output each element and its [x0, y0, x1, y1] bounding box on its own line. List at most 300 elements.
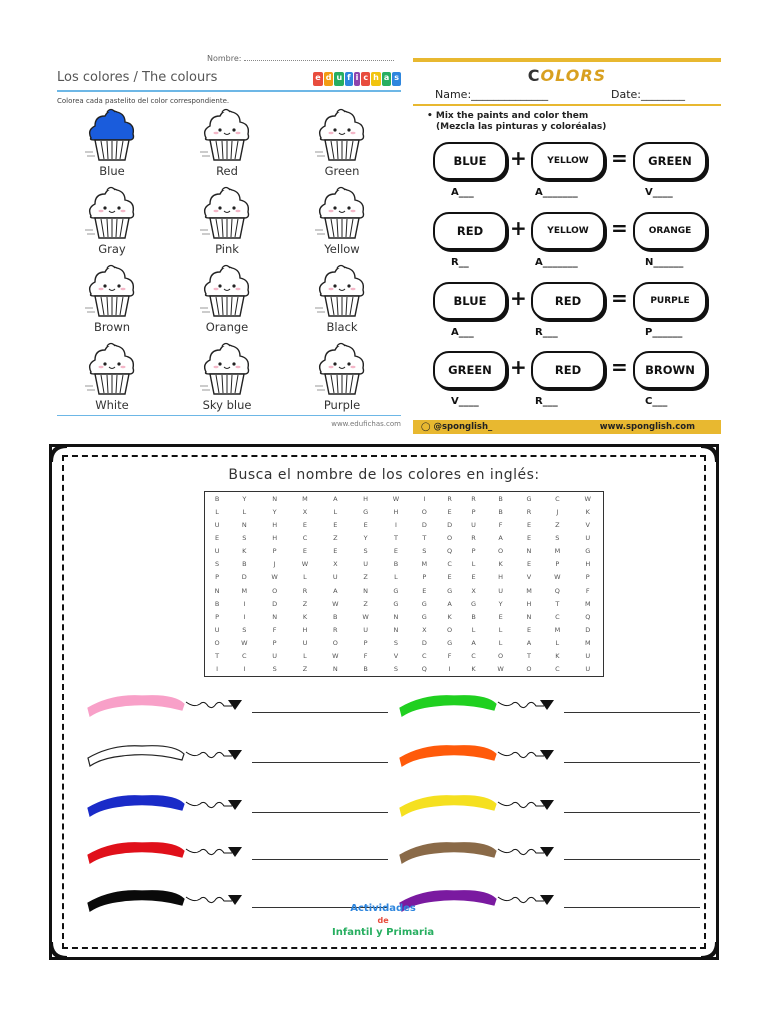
grid-letter[interactable]: B — [498, 507, 503, 516]
grid-letter[interactable]: U — [363, 625, 368, 634]
grid-letter[interactable]: H — [585, 560, 591, 569]
grid-letter[interactable]: L — [498, 639, 503, 648]
grid-letter[interactable]: Y — [242, 494, 247, 503]
grid-letter[interactable]: I — [448, 665, 451, 674]
grid-letter[interactable]: Q — [421, 665, 427, 674]
cupcake-cell — [172, 184, 282, 262]
grid-letter[interactable]: O — [421, 507, 427, 516]
grid-letter[interactable]: C — [471, 652, 476, 661]
paint-stroke-right — [394, 790, 504, 816]
grid-letter[interactable]: A — [526, 639, 532, 648]
grid-letter[interactable]: L — [471, 560, 476, 569]
grid-letter[interactable]: P — [272, 639, 277, 648]
answer-blank-result: P______ — [645, 327, 683, 338]
grid-letter[interactable]: C — [555, 612, 560, 621]
grid-letter[interactable]: X — [302, 507, 308, 516]
grid-letter[interactable]: E — [447, 507, 452, 516]
paint-stroke-right — [394, 690, 504, 716]
grid-letter[interactable]: Z — [363, 573, 368, 582]
grid-letter[interactable]: I — [243, 599, 246, 608]
cupcake-cell — [172, 340, 282, 418]
cupcake-label: Sky blue — [202, 398, 252, 412]
grid-letter[interactable]: H — [302, 625, 308, 634]
grid-letter[interactable]: T — [215, 652, 220, 661]
cupcake-cell — [57, 184, 167, 262]
grid-letter[interactable]: S — [555, 533, 560, 542]
logo-letter: a — [382, 72, 391, 86]
cupcake-icon[interactable] — [315, 108, 369, 164]
grid-letter[interactable]: D — [585, 625, 591, 634]
paint-cloud-result: GREEN — [633, 142, 707, 180]
answer-line-left[interactable] — [252, 859, 388, 860]
grid-letter[interactable]: B — [393, 560, 399, 569]
grid-letter[interactable]: R — [471, 533, 476, 542]
grid-letter[interactable]: S — [393, 665, 399, 674]
grid-letter[interactable]: O — [526, 665, 532, 674]
answer-line-left[interactable] — [252, 712, 388, 713]
cupcake-cell — [287, 262, 397, 340]
cupcake-icon[interactable] — [85, 108, 139, 164]
grid-letter[interactable]: J — [273, 560, 276, 569]
corner-ornament — [701, 942, 719, 960]
cupcake-cell — [57, 106, 167, 184]
grid-letter[interactable]: L — [303, 652, 307, 661]
grid-letter[interactable]: W — [554, 573, 561, 582]
grid-row — [205, 518, 603, 531]
grid-letter[interactable]: N — [393, 625, 399, 634]
color-mix-worksheet — [413, 58, 721, 434]
grid-letter[interactable]: J — [556, 507, 559, 516]
grid-row — [205, 597, 603, 610]
paint-brush-stroke-icon[interactable] — [82, 740, 252, 770]
grid-letter[interactable]: U — [272, 652, 278, 661]
paint-cloud-first: BLUE — [433, 282, 507, 320]
logo-letter: s — [392, 72, 401, 86]
cupcake-label: Orange — [205, 320, 249, 334]
grid-letter[interactable]: B — [498, 494, 503, 503]
answer-line-right[interactable] — [564, 907, 700, 908]
grid-letter[interactable]: Y — [363, 533, 368, 542]
title-rule — [57, 90, 401, 92]
grid-letter[interactable]: P — [215, 573, 220, 582]
cupcake-label: Yellow — [324, 242, 360, 256]
grid-letter[interactable]: H — [526, 599, 532, 608]
instruction-text — [427, 111, 606, 133]
grid-letter[interactable]: L — [303, 573, 307, 582]
paint-cloud-first: GREEN — [433, 351, 507, 389]
grid-letter[interactable]: P — [585, 573, 590, 582]
grid-letter[interactable]: A — [498, 533, 503, 542]
answer-line-left[interactable] — [252, 812, 388, 813]
grid-letter[interactable]: E — [215, 533, 220, 542]
worksheet-title: Los colores / The colours — [57, 70, 218, 85]
cupcake-icon[interactable] — [200, 186, 254, 242]
footer-bar — [413, 420, 721, 434]
header-rule — [413, 104, 721, 106]
grid-letter[interactable]: C — [447, 560, 452, 569]
grid-letter[interactable]: P — [471, 547, 476, 556]
grid-letter[interactable]: I — [394, 520, 397, 529]
cupcake-cell — [172, 262, 282, 340]
grid-letter[interactable]: E — [526, 560, 532, 569]
instruction-english: Mix the paints and color them — [435, 111, 589, 121]
grid-letter[interactable]: W — [241, 639, 248, 648]
grid-letter[interactable]: R — [526, 507, 532, 516]
grid-letter[interactable]: E — [498, 612, 503, 621]
grid-letter[interactable]: K — [498, 560, 503, 569]
paint-stroke-right — [394, 837, 504, 863]
corner-ornament — [701, 444, 719, 462]
grid-letter[interactable]: B — [363, 665, 368, 674]
grid-letter[interactable]: K — [242, 547, 247, 556]
grid-letter[interactable]: Z — [302, 665, 308, 674]
logo-letter: h — [371, 72, 381, 86]
answer-blank-second: R___ — [535, 327, 558, 338]
grid-letter[interactable]: B — [471, 612, 476, 621]
grid-letter[interactable]: U — [214, 625, 220, 634]
grid-letter[interactable]: F — [498, 520, 503, 529]
grid-row — [205, 584, 603, 597]
grid-letter[interactable]: R — [333, 625, 338, 634]
grid-letter[interactable]: S — [363, 547, 368, 556]
grid-letter[interactable]: L — [394, 573, 398, 582]
grid-letter[interactable]: I — [423, 494, 426, 503]
grid-letter[interactable]: O — [447, 533, 453, 542]
grid-letter[interactable]: W — [332, 599, 339, 608]
grid-letter[interactable]: B — [214, 599, 220, 608]
name-label: Nombre: — [207, 54, 242, 63]
paint-brush-stroke-icon[interactable] — [394, 790, 564, 820]
grid-letter[interactable]: U — [498, 586, 503, 595]
grid-letter[interactable]: U — [302, 639, 308, 648]
grid-letter[interactable]: K — [555, 652, 560, 661]
grid-letter[interactable]: D — [421, 520, 427, 529]
answer-line-right[interactable] — [564, 712, 700, 713]
grid-letter[interactable]: Z — [302, 599, 308, 608]
plus-sign: + — [510, 216, 527, 240]
grid-letter[interactable]: E — [526, 625, 532, 634]
grid-letter[interactable]: M — [554, 547, 561, 556]
grid-letter[interactable]: K — [447, 612, 452, 621]
grid-letter[interactable]: L — [215, 507, 219, 516]
equals-sign: = — [611, 355, 628, 379]
answer-line-right[interactable] — [564, 812, 700, 813]
grid-letter[interactable]: N — [526, 612, 532, 621]
grid-letter[interactable]: N — [214, 586, 220, 595]
grid-letter[interactable]: B — [214, 494, 220, 503]
grid-letter[interactable]: U — [214, 520, 220, 529]
grid-letter[interactable]: M — [584, 599, 591, 608]
grid-letter[interactable]: P — [555, 560, 560, 569]
grid-letter[interactable]: L — [242, 507, 247, 516]
grid-letter[interactable]: H — [498, 573, 504, 582]
grid-letter[interactable]: U — [585, 665, 591, 674]
grid-letter[interactable]: H — [393, 507, 399, 516]
grid-letter[interactable]: T — [527, 652, 531, 661]
grid-letter[interactable]: D — [272, 599, 278, 608]
grid-row — [205, 663, 603, 676]
grid-letter[interactable]: H — [363, 494, 369, 503]
paint-cloud-first: BLUE — [433, 142, 507, 180]
cupcake-icon[interactable] — [85, 342, 139, 398]
answer-line-right[interactable] — [564, 859, 700, 860]
plus-sign: + — [510, 146, 527, 170]
grid-letter[interactable]: T — [393, 533, 398, 542]
cupcake-icon[interactable] — [315, 186, 369, 242]
grid-letter[interactable]: N — [526, 547, 532, 556]
grid-letter[interactable]: U — [214, 547, 220, 556]
grid-letter[interactable]: G — [447, 586, 453, 595]
grid-letter[interactable]: P — [215, 612, 220, 621]
grid-letter[interactable]: Z — [555, 520, 560, 529]
grid-letter[interactable]: O — [214, 639, 220, 648]
grid-letter[interactable]: G — [393, 599, 399, 608]
paint-stroke-left — [82, 790, 192, 816]
grid-letter[interactable]: C — [555, 494, 560, 503]
grid-letter[interactable]: G — [526, 494, 532, 503]
grid-letter[interactable]: E — [422, 586, 427, 595]
grid-letter[interactable]: U — [585, 652, 591, 661]
paint-cloud-first: RED — [433, 212, 507, 250]
grid-letter[interactable]: E — [302, 520, 308, 529]
grid-letter[interactable]: N — [241, 520, 247, 529]
instagram-handle-text: @sponglish_ — [433, 422, 493, 432]
cupcake-icon[interactable] — [200, 108, 254, 164]
answer-blank-second: A_______ — [535, 187, 578, 198]
grid-letter[interactable]: S — [422, 547, 427, 556]
grid-letter[interactable]: S — [393, 639, 399, 648]
grid-letter[interactable]: G — [421, 612, 427, 621]
logo-letter: i — [354, 72, 361, 86]
grid-letter[interactable]: W — [362, 612, 369, 621]
grid-letter[interactable]: R — [471, 494, 476, 503]
grid-letter[interactable]: U — [332, 573, 338, 582]
grid-letter[interactable]: U — [585, 533, 591, 542]
grid-letter[interactable]: A — [471, 639, 476, 648]
grid-letter[interactable]: O — [447, 625, 453, 634]
grid-letter[interactable]: A — [447, 599, 452, 608]
grid-letter[interactable]: S — [272, 665, 277, 674]
paint-brush-stroke-icon[interactable] — [394, 837, 564, 867]
grid-letter[interactable]: W — [392, 494, 400, 503]
grid-letter[interactable]: Y — [498, 599, 503, 608]
grid-letter[interactable]: M — [526, 586, 532, 595]
website-url: www.sponglish.com — [599, 422, 695, 432]
grid-letter[interactable]: Y — [272, 507, 277, 516]
answer-line-right[interactable] — [564, 762, 700, 763]
grid-letter[interactable]: P — [363, 639, 368, 648]
grid-letter[interactable]: U — [363, 560, 368, 569]
paint-brush-stroke-icon[interactable] — [82, 837, 252, 867]
grid-letter[interactable]: C — [242, 652, 247, 661]
grid-letter[interactable]: P — [272, 547, 277, 556]
grid-letter[interactable]: F — [272, 625, 277, 634]
cupcake-label: Blue — [99, 164, 125, 178]
grid-letter[interactable]: W — [332, 652, 339, 661]
grid-letter[interactable]: F — [363, 652, 368, 661]
grid-letter[interactable]: N — [332, 665, 338, 674]
equals-sign: = — [611, 286, 628, 310]
grid-letter[interactable]: N — [272, 494, 278, 503]
grid-letter[interactable]: G — [447, 639, 453, 648]
grid-letter[interactable]: W — [271, 573, 278, 582]
grid-letter[interactable]: H — [272, 533, 278, 542]
grid-letter[interactable]: Q — [585, 612, 591, 621]
grid-letter[interactable]: I — [243, 665, 246, 674]
cupcake-cell — [172, 106, 282, 184]
top-bar — [413, 58, 721, 62]
grid-letter[interactable]: R — [302, 586, 308, 595]
grid-letter[interactable]: C — [302, 533, 308, 542]
grid-letter[interactable]: N — [393, 612, 399, 621]
grid-letter[interactable]: M — [421, 560, 428, 569]
instruction-line-2: (Mezcla las pinturas y coloréalas) — [436, 122, 607, 132]
cupcake-label: Red — [216, 164, 238, 178]
grid-letter[interactable]: Q — [447, 547, 453, 556]
logo-letter: e — [313, 72, 322, 86]
answer-line-left[interactable] — [252, 762, 388, 763]
cupcake-icon[interactable] — [200, 342, 254, 398]
grid-letter[interactable]: K — [471, 665, 476, 674]
grid-letter[interactable]: F — [585, 586, 590, 595]
grid-letter[interactable]: G — [393, 586, 399, 595]
answer-blank-first: A___ — [451, 327, 474, 338]
grid-row — [205, 571, 603, 584]
answer-blank-result: V____ — [645, 187, 673, 198]
instagram-handle: ◯ @sponglish_ — [421, 422, 493, 432]
grid-letter[interactable]: M — [554, 625, 561, 634]
grid-letter[interactable]: Q — [554, 586, 560, 595]
grid-letter[interactable]: D — [421, 639, 427, 648]
grid-letter[interactable]: M — [241, 586, 248, 595]
grid-letter[interactable]: E — [471, 573, 476, 582]
grid-letter[interactable]: O — [498, 547, 504, 556]
grid-letter[interactable]: K — [585, 507, 590, 516]
grid-letter[interactable]: E — [447, 573, 452, 582]
grid-letter[interactable]: G — [363, 507, 369, 516]
paint-cloud-result: BROWN — [633, 351, 707, 389]
logo-letter: u — [334, 72, 344, 86]
grid-letter[interactable]: V — [526, 573, 532, 582]
grid-letter[interactable]: G — [421, 599, 427, 608]
grid-letter[interactable]: X — [333, 560, 338, 569]
grid-letter[interactable]: E — [393, 547, 398, 556]
grid-letter[interactable]: W — [301, 560, 309, 569]
grid-letter[interactable]: T — [555, 599, 560, 608]
footer-url: www.edufichas.com — [331, 420, 401, 428]
grid-letter[interactable]: B — [242, 560, 247, 569]
grid-row — [205, 531, 603, 544]
grid-letter[interactable]: L — [471, 625, 476, 634]
grid-letter[interactable]: C — [555, 665, 560, 674]
grid-letter[interactable]: O — [272, 586, 278, 595]
grid-letter[interactable]: N — [363, 586, 369, 595]
grid-letter[interactable]: M — [302, 494, 308, 503]
paint-brush-stroke-icon[interactable] — [82, 885, 252, 915]
grid-letter[interactable]: W — [497, 665, 504, 674]
paint-brush-stroke-icon[interactable] — [82, 690, 252, 720]
grid-letter[interactable]: A — [333, 494, 338, 503]
word-search-title: Busca el nombre de los colores en inglés: — [228, 467, 540, 483]
grid-letter[interactable]: V — [393, 652, 399, 661]
grid-row — [205, 545, 603, 558]
grid-letter[interactable]: E — [363, 520, 368, 529]
grid-letter[interactable]: K — [302, 612, 308, 621]
equals-sign: = — [611, 216, 628, 240]
grid-letter[interactable]: U — [471, 520, 476, 529]
cupcake-icon[interactable] — [315, 342, 369, 398]
grid-letter[interactable]: O — [498, 652, 504, 661]
cupcake-icon[interactable] — [200, 264, 254, 320]
grid-letter[interactable]: S — [215, 560, 220, 569]
name-field: Name:______________ — [435, 88, 549, 101]
grid-letter[interactable]: S — [242, 533, 247, 542]
paint-brush-stroke-icon[interactable] — [394, 740, 564, 770]
dashed-border — [62, 455, 706, 949]
grid-letter[interactable]: W — [584, 494, 591, 503]
grid-letter[interactable]: B — [333, 612, 338, 621]
grid-letter[interactable]: E — [526, 520, 532, 529]
grid-letter[interactable]: D — [241, 573, 247, 582]
paint-brush-stroke-icon[interactable] — [394, 690, 564, 720]
cupcake-icon[interactable] — [85, 186, 139, 242]
grid-letter[interactable]: M — [584, 639, 591, 648]
grid-letter[interactable]: D — [447, 520, 453, 529]
grid-letter[interactable]: X — [422, 625, 427, 634]
paint-cloud-second: RED — [531, 351, 605, 389]
grid-letter[interactable]: L — [498, 625, 503, 634]
grid-row — [205, 505, 603, 518]
grid-letter[interactable]: Z — [333, 533, 338, 542]
grid-letter[interactable]: L — [333, 507, 338, 516]
grid-letter[interactable]: I — [216, 665, 219, 674]
paint-cloud-result: PURPLE — [633, 282, 707, 320]
grid-letter[interactable]: X — [471, 586, 476, 595]
grid-letter[interactable]: S — [242, 625, 247, 634]
cupcake-cell — [57, 262, 167, 340]
logo-letter: d — [324, 72, 334, 86]
grid-letter[interactable]: R — [447, 494, 452, 503]
grid-letter[interactable]: G — [471, 599, 477, 608]
grid-letter[interactable]: V — [585, 520, 590, 529]
grid-letter[interactable]: C — [422, 652, 427, 661]
grid-letter[interactable]: A — [333, 586, 338, 595]
grid-row — [205, 492, 603, 505]
cupcake-icon[interactable] — [85, 264, 139, 320]
grid-letter[interactable]: P — [422, 573, 427, 582]
grid-letter[interactable]: I — [243, 612, 246, 621]
paint-brush-stroke-icon[interactable] — [82, 790, 252, 820]
grid-letter[interactable]: O — [332, 639, 338, 648]
grid-letter[interactable]: T — [422, 533, 427, 542]
grid-letter[interactable]: F — [447, 652, 452, 661]
grid-letter[interactable]: E — [333, 520, 338, 529]
instruction-text: Colorea cada pastelito del color correspondiente. — [57, 97, 230, 105]
grid-letter[interactable]: G — [585, 547, 591, 556]
grid-letter[interactable]: L — [555, 639, 560, 648]
grid-letter[interactable]: E — [302, 547, 308, 556]
grid-letter[interactable]: H — [272, 520, 278, 529]
grid-letter[interactable]: E — [526, 533, 532, 542]
cupcake-label: Brown — [93, 320, 131, 334]
grid-row — [205, 623, 603, 636]
grid-letter[interactable]: P — [471, 507, 476, 516]
cupcake-icon[interactable] — [315, 264, 369, 320]
cupcake-label: White — [95, 398, 129, 412]
grid-letter[interactable]: N — [272, 612, 278, 621]
grid-letter[interactable]: E — [333, 547, 338, 556]
grid-letter[interactable]: Z — [363, 599, 368, 608]
